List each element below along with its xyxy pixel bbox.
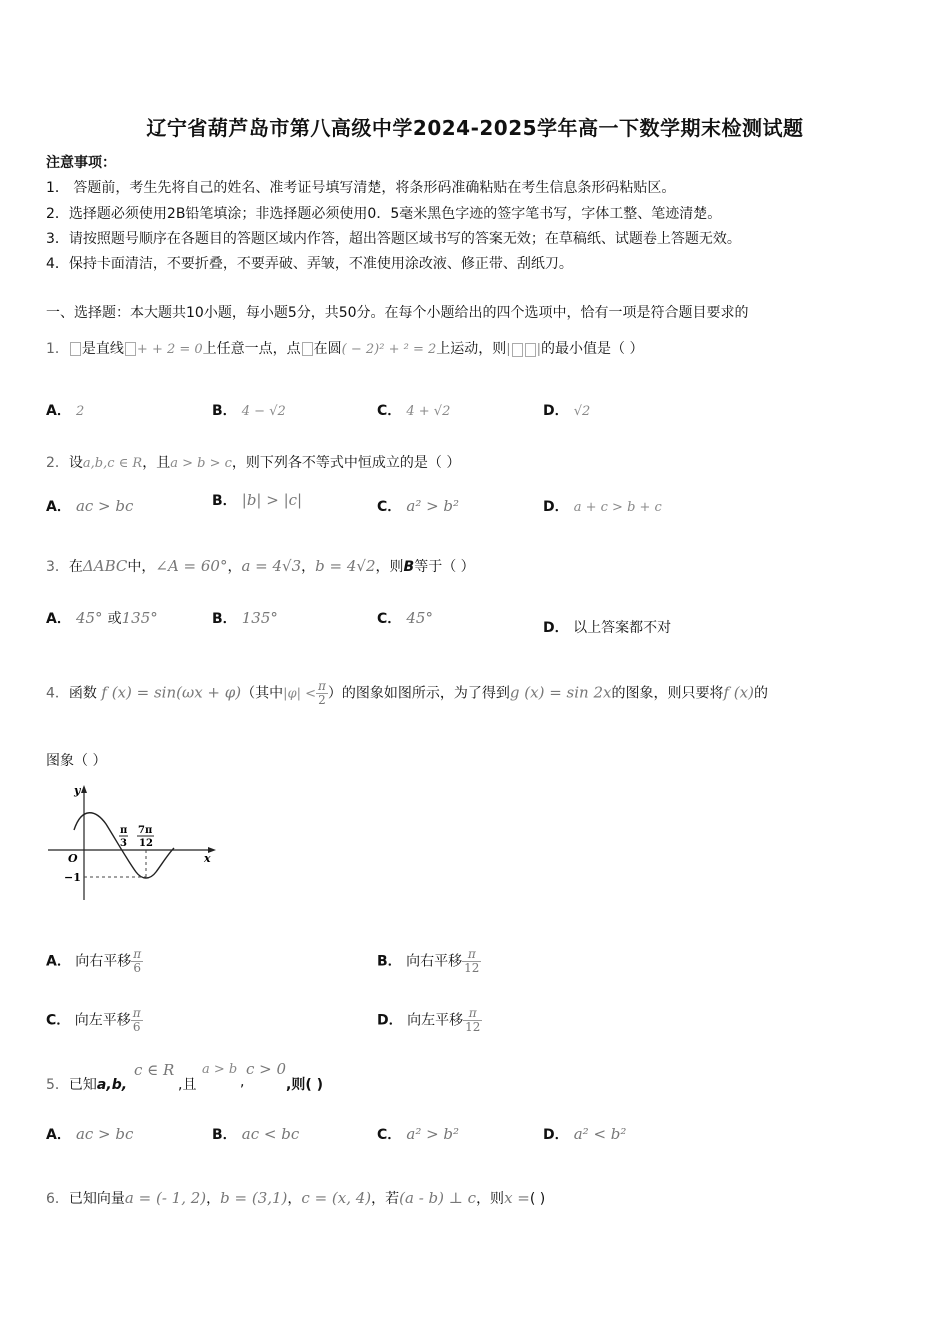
q6-text: ，若 — [371, 1191, 400, 1207]
frac-denominator: 12 — [465, 1020, 481, 1034]
q6-text: ， — [206, 1191, 221, 1207]
placeholder-box — [525, 343, 536, 357]
q4-pi-over-2 — [316, 680, 328, 707]
option-fraction — [462, 948, 481, 975]
q3-text: 中， — [127, 559, 156, 575]
tick1-numerator: π — [120, 825, 128, 836]
option-label: A． — [46, 403, 71, 419]
frac-denominator: 2 — [318, 693, 326, 707]
q1-option-c[interactable] — [377, 400, 450, 420]
option-label: C． — [377, 499, 402, 515]
option-text: 向右平移 — [406, 953, 463, 970]
frac-numerator: π — [463, 1007, 482, 1021]
q6-vector-a: a = (- 1, 2) — [124, 1189, 207, 1207]
q5-option-c[interactable] — [377, 1124, 459, 1144]
frac-numerator: π — [318, 679, 326, 693]
origin-label: O — [68, 852, 78, 865]
q1-line-equation: + + 2 = 0 — [136, 342, 203, 357]
option-fraction — [131, 948, 143, 975]
q4-graph — [44, 780, 224, 908]
placeholder-box — [512, 343, 523, 357]
q2-text: 设 — [68, 455, 83, 471]
q6-vector-b: b = (3,1) — [220, 1189, 288, 1207]
option-value: 45° — [406, 609, 433, 627]
q2-text: ，则下列各不等式中恒成立的是（ ） — [231, 455, 461, 471]
option-label: B． — [377, 953, 402, 970]
question-3 — [46, 556, 475, 576]
q1-abs: | | — [506, 342, 542, 357]
frac-numerator: π — [133, 947, 142, 961]
option-or: 或 — [107, 611, 122, 627]
q6-vector-c: c = (x, 4) — [301, 1189, 372, 1207]
q3-text: ， — [301, 559, 316, 575]
option-value: 2 — [75, 404, 85, 419]
q6-text: ， — [287, 1191, 302, 1207]
section-heading: 一、选择题：本大题共10小题，每小题5分，共50分。在每个小题给出的四个选项中，恰有一项是符合题目要求的 — [46, 305, 749, 321]
option-label: D． — [377, 1012, 403, 1029]
option-value: ac > bc — [75, 1125, 134, 1143]
q2-condition: a,b,c ∈ R — [82, 456, 143, 471]
q4-function-ref: f (x) — [723, 683, 754, 702]
q5-option-b[interactable] — [212, 1124, 299, 1144]
q5-text-then: ,则( ) — [286, 1077, 323, 1093]
notice-item-3: 3．请按照题号顺序在各题目的答题区域内作答，超出答题区域书写的答案无效；在草稿纸、试题卷上答题无效。 — [46, 231, 741, 247]
q4-option-d[interactable] — [377, 1007, 482, 1034]
y-axis-arrow — [81, 785, 87, 793]
option-value: 4 − √2 — [241, 404, 286, 419]
option-label: B． — [212, 1127, 237, 1143]
placeholder-box — [70, 342, 81, 356]
q4-text: 的 — [753, 685, 768, 702]
option-label: D． — [543, 620, 569, 636]
question-1 — [46, 338, 644, 358]
q2-condition: a > b > c — [170, 456, 232, 471]
q5-text-comma: , — [240, 1074, 245, 1090]
q3-b-angle: B — [403, 559, 415, 575]
q4-text: （其中 — [241, 685, 284, 702]
page-title: 辽宁省葫芦岛市第八高级中学2024-2025学年高一下数学期末检测试题 — [146, 116, 804, 140]
q4-text: 的图象，则只要将 — [611, 685, 724, 702]
q3-text: 在 — [68, 559, 83, 575]
option-text: 向左平移 — [74, 1012, 131, 1029]
option-label: B． — [212, 403, 237, 419]
option-label: A． — [46, 611, 71, 627]
x-axis-label: x — [204, 852, 211, 865]
q4-text: ）的图象如图所示，为了得到 — [327, 685, 510, 702]
option-label: A． — [46, 1127, 71, 1143]
option-label: C． — [377, 1127, 402, 1143]
question-6 — [46, 1188, 545, 1208]
option-value: √2 — [573, 404, 591, 419]
option-value: 135° — [241, 609, 278, 627]
placeholder-box — [302, 342, 313, 356]
q1-text: 在圆 — [313, 341, 342, 357]
q4-option-c[interactable] — [46, 1007, 143, 1034]
q2-number: 2． — [46, 455, 69, 471]
q3-text: ，则 — [375, 559, 404, 575]
placeholder-box — [125, 342, 136, 356]
q3-text: 等于（ ） — [414, 559, 475, 575]
q5-number: 5． — [46, 1077, 69, 1093]
neg-one-label: −1 — [64, 871, 81, 884]
option-label: D． — [543, 1127, 569, 1143]
q6-number: 6． — [46, 1191, 69, 1207]
q3-b-value: b = 4√2 — [315, 557, 376, 575]
question-4 — [46, 680, 768, 707]
option-value: a² > b² — [406, 497, 460, 515]
notice-item-4: 4．保持卡面清洁，不要折叠，不要弄破、弄皱，不准使用涂改液、修正带、刮纸刀。 — [46, 256, 573, 272]
y-axis-label: y — [74, 784, 81, 797]
option-value: a² > b² — [406, 1125, 460, 1143]
q4-number: 4． — [46, 685, 69, 702]
q1-text: 的最小值是（ ） — [541, 341, 644, 357]
tick2-denominator: 12 — [139, 838, 153, 849]
option-label: C． — [377, 403, 402, 419]
option-value: 4 + √2 — [406, 404, 451, 419]
option-label: C． — [46, 1012, 71, 1029]
q2-option-a[interactable] — [46, 496, 133, 516]
q1-circle-equation: ( − 2)² + ² = 2 — [341, 342, 437, 357]
q3-option-d[interactable] — [543, 617, 671, 637]
option-label: D． — [543, 499, 569, 515]
option-value: ac < bc — [241, 1125, 300, 1143]
q1-text: 上运动，则 — [436, 341, 507, 357]
question-2 — [46, 452, 460, 472]
q4-text-line2: 图象（ ） — [46, 753, 107, 769]
q5-text: 已知 — [68, 1077, 97, 1093]
q6-text: 已知向量 — [68, 1191, 125, 1207]
q3-text: ， — [227, 559, 242, 575]
option-text: 向左平移 — [407, 1012, 464, 1029]
q6-text: ( ) — [529, 1191, 546, 1207]
q5-condition-1: c ∈ R — [134, 1061, 175, 1079]
tick2-numerator: 7π — [138, 825, 153, 836]
option-value: 45° — [75, 609, 103, 627]
question-5 — [46, 1074, 127, 1094]
q1-option-d[interactable] — [543, 400, 590, 420]
option-text: 向右平移 — [75, 953, 132, 970]
q2-option-c[interactable] — [377, 496, 459, 516]
tick1-denominator: 3 — [120, 838, 127, 849]
q3-option-a[interactable] — [46, 608, 158, 628]
option-value: 以上答案都不对 — [573, 620, 672, 636]
q3-a-value: a = 4√3 — [241, 557, 302, 575]
option-label: A． — [46, 953, 71, 970]
q1-text: 是直线 — [81, 341, 124, 357]
frac-numerator: π — [132, 1006, 141, 1020]
q5-option-d[interactable] — [543, 1124, 626, 1144]
q4-phi-condition: |φ| < — [283, 686, 317, 702]
option-value: ac > bc — [75, 497, 134, 515]
notice-item-1: 1． 答题前，考生先将自己的姓名、准考证号填写清楚，将条形码准确粘贴在考生信息条形码粘贴区。 — [46, 180, 676, 196]
option-label: A． — [46, 499, 71, 515]
option-label: C． — [377, 611, 402, 627]
q3-option-c[interactable] — [377, 608, 433, 628]
option-label: B． — [212, 611, 237, 627]
option-fraction — [463, 1007, 482, 1034]
q3-triangle: ΔABC — [82, 557, 128, 575]
q1-text: 上任意一点，点 — [202, 341, 301, 357]
q5-variables: a,b, — [96, 1077, 128, 1093]
q3-angle: ∠A = 60° — [155, 557, 228, 575]
q2-option-b[interactable] — [212, 490, 302, 510]
q2-option-d[interactable] — [543, 496, 662, 516]
q6-perpendicular: (a - b) ⊥ c — [399, 1189, 477, 1207]
q1-number: 1． — [46, 341, 69, 357]
q4-function: f (x) = sin(ωx + φ) — [101, 683, 242, 702]
q3-option-b[interactable] — [212, 608, 278, 628]
q1-option-a[interactable] — [46, 400, 84, 420]
q6-text: ，则 — [476, 1191, 505, 1207]
q4-option-a[interactable] — [46, 948, 143, 975]
q5-condition-2: a > b — [202, 1062, 238, 1077]
option-value: |b| > |c| — [241, 491, 303, 509]
frac-numerator: π — [462, 948, 481, 962]
q4-option-b[interactable] — [377, 948, 481, 975]
option-value: 135° — [121, 609, 158, 627]
q2-text: ，且 — [142, 455, 171, 471]
q5-condition-3: c > 0 — [246, 1060, 287, 1078]
q1-option-b[interactable] — [212, 400, 286, 420]
frac-denominator: 12 — [464, 961, 480, 975]
q4-text: 函数 — [68, 685, 97, 702]
q6-x: x = — [504, 1189, 530, 1207]
q5-text-and: ,且 — [178, 1077, 197, 1093]
notice-heading: 注意事项： — [46, 155, 116, 171]
frac-denominator: 6 — [133, 961, 142, 975]
option-fraction — [131, 1007, 143, 1034]
frac-denominator: 6 — [132, 1020, 141, 1034]
option-value: a + c > b + c — [573, 500, 662, 515]
option-label: B． — [212, 493, 237, 509]
q5-option-a[interactable] — [46, 1124, 133, 1144]
q4-target-function: g (x) = sin 2x — [509, 683, 612, 702]
option-value: a² < b² — [573, 1125, 627, 1143]
option-label: D． — [543, 403, 569, 419]
notice-item-2: 2．选择题必须使用2B铅笔填涂；非选择题必须使用0．5毫米黑色字迹的签字笔书写，字体工整、笔迹清楚。 — [46, 206, 722, 222]
q3-number: 3． — [46, 559, 69, 575]
